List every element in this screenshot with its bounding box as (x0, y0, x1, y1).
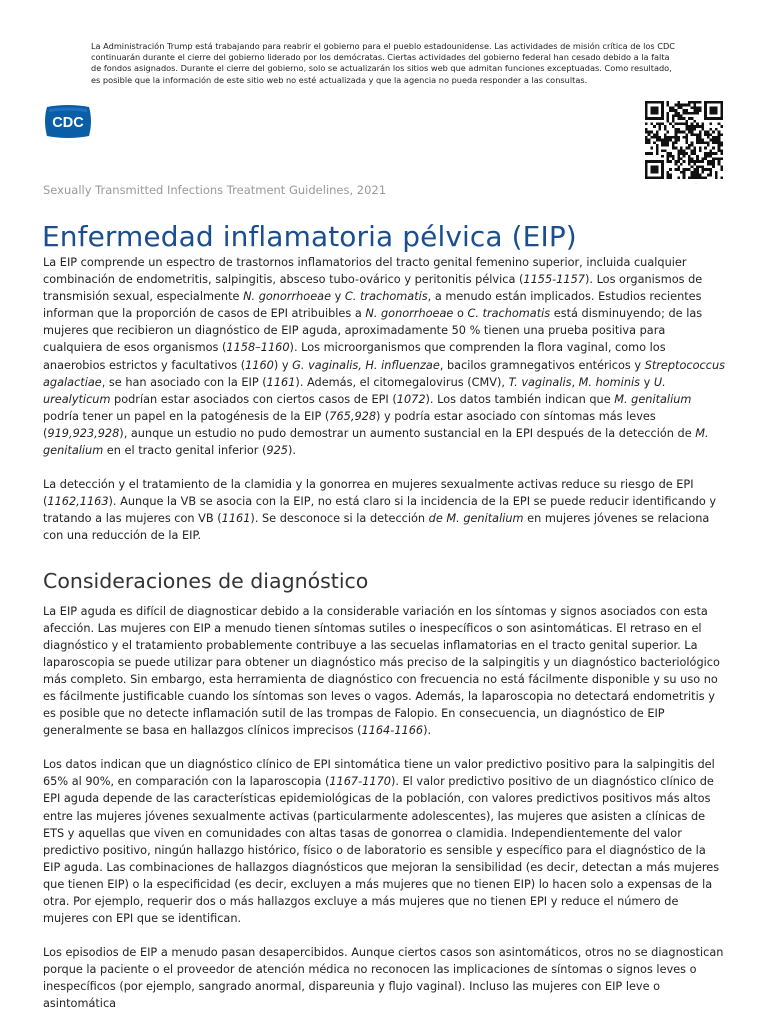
reference-link[interactable]: 1162,1163 (47, 495, 109, 509)
reference-link[interactable]: 919,923,928 (47, 426, 120, 440)
section-heading-diagnosis: Consideraciones de diagnóstico (43, 568, 369, 593)
page-title: Enfermedad inflamatoria pélvica (EIP) (42, 220, 577, 253)
reference-link[interactable]: 1155-1157 (523, 273, 585, 287)
paragraph-screening: La detección y el tratamiento de la clamidia y la gonorrea en mujeres sexualmente activas reduce su riesgo de EPI (1162,1163). Aunque la VB se asocia con la EIP, no está claro si la incidencia de la EPI se puede reducir identificando y tratando a las mujeres con VB (1161). Se desconoce si la detección de M. genitalium en mujeres jóvenes se relaciona con una reducción de la EIP. (43, 478, 717, 543)
reference-link[interactable]: 1161 (221, 512, 251, 526)
reference-link[interactable]: 1164-1166 (361, 724, 424, 738)
paragraph-diagnosis: La EIP aguda es difícil de diagnosticar debido a la considerable variación en los síntomas y signos asociados con esta afección. Las mujeres con EIP a menudo tienen síntomas sutiles o inespecíficos o son asintomáticas. El retraso en el diagnóstico y el tratamiento probablemente contribuye a las secuelas inflamatorias en el tracto genital superior. La laparoscopia se puede utilizar para obtener un diagnóstico más preciso de la salpingitis y un diagnóstico bacteriológico más completo. Sin embargo, esta herramienta de diagnóstico con frecuencia no está fácilmente disponible y su uso no es fácilmente justificable cuando los síntomas son leves o vagos. Además, la laparoscopia no detectará endometritis y es posible que no detecte inflamación sutil de las trompas de Falopio. En consecuencia, un diagnóstico de EIP generalmente se basa en hallazgos clínicos imprecisos (1164-1166). (43, 604, 720, 738)
reference-link[interactable]: 1158–1160 (226, 341, 290, 355)
qr-code-icon (643, 101, 725, 179)
article-body (43, 254, 726, 1030)
reference-link[interactable]: 1167-1170 (329, 775, 391, 789)
shutdown-banner (91, 41, 681, 86)
reference-link[interactable]: 1160 (245, 358, 274, 372)
breadcrumb: Sexually Transmitted Infections Treatment Guidelines, 2021 (43, 183, 387, 197)
cdc-logo-text: CDC (52, 115, 84, 131)
cdc-logo-icon[interactable] (43, 105, 93, 138)
paragraph-intro: La EIP comprende un espectro de trastornos inflamatorios del tracto genital femenino superior, incluida cualquier combinación de endometritis, salpingitis, absceso tubo-ovárico y peritonitis pélvica (1155-1157). Los organismos de transmisión sexual, especialmente N. gonorrhoeae y C. trachomatis, a menudo están implicados. Estudios recientes informan que la proporción de casos de EPI atribuibles a N. gonorrhoeae o C. trachomatis está disminuyendo; de las mujeres que recibieron un diagnóstico de EIP aguda, aproximadamente 50 % tienen una prueba positiva para cualquiera de esos organismos (1158–1160). Los microorganismos que comprenden la flora vaginal, como los anaerobios estrictos y facultativos (1160) y G. vaginalis, H. influenzae, bacilos gramnegativos entéricos y Streptococcus agalactiae, se han asociado con la EIP (1161). Además, el citomegalovirus (CMV), T. vaginalis, M. hominis y U. urealyticum podrían estar asociados con ciertos casos de EPI (1072). Los datos también indican que M. genitalium podría tener un papel en la patogénesis de la EIP (765,928) y podría estar asociado con síntomas más leves (919,923,928), aunque un estudio no pudo demostrar un aumento sustancial en la EPI después de la detección de M. genitalium en el tracto genital inferior (925). (43, 256, 725, 458)
reference-link[interactable]: 765,928 (329, 409, 377, 423)
reference-link[interactable]: 1161 (266, 375, 296, 389)
paragraph-predictive-value: Los datos indican que un diagnóstico clínico de EPI sintomática tiene un valor predictivo positivo para la salpingitis del 65% al 90%, en comparación con la laparoscopia (1167-1170). El valor predictivo positivo de un diagnóstico clínico de EPI aguda depende de las características epidemiológicas de la población, con valores predictivos positivos más altos entre las mujeres jóvenes sexualmente activas (particularmente adolescentes), las mujeres que asisten a clínicas de ETS y aquellas que viven en comunidades con altas tasas de gonorrea o clamidia. Independientemente del valor predictivo positivo, ningún hallazgo histórico, físico o de laboratorio es sensible y específico para el diagnóstico de la EIP aguda. Las combinaciones de hallazgos diagnósticos que mejoran la sensibilidad (es decir, detectan a más mujeres que tienen EIP) o la especificidad (es decir, excluyen a más mujeres que no tienen EIP) lo hacen solo a expensas de la otra. Por ejemplo, requerir dos o más hallazgos excluye a más mujeres que no tienen EPI y reduce el número de mujeres con EPI que se identifican. (43, 758, 720, 926)
paragraph-episodes: Los episodios de EIP a menudo pasan desapercibidos. Aunque ciertos casos son asintomáticos, otros no se diagnostican porque la paciente o el proveedor de atención médica no reconocen las implicaciones de síntomas o signos leves o inespecíficos (por ejemplo, sangrado anormal, dispareunia y flujo vaginal). Incluso las mujeres con EIP leve o asintomática (43, 946, 724, 1011)
reference-link[interactable]: 925 (266, 444, 288, 458)
shutdown-banner-text: La Administración Trump está trabajando para reabrir el gobierno para el pueblo estadounidense. Las actividades de misión crítica de los CDC continuarán durante el cierre del gobierno liderado por los demócratas. Ciertas actividades del gobierno federal han cesado debido a la falta de fondos asignados. Durante el cierre del gobierno, solo se actualizarán los sitios web que admitan funciones exceptuadas. Como resultado, es posible que la información de este sitio web no esté actualizada y que la agencia no pueda responder a las consultas. (91, 41, 675, 85)
reference-link[interactable]: 1072 (396, 392, 426, 406)
